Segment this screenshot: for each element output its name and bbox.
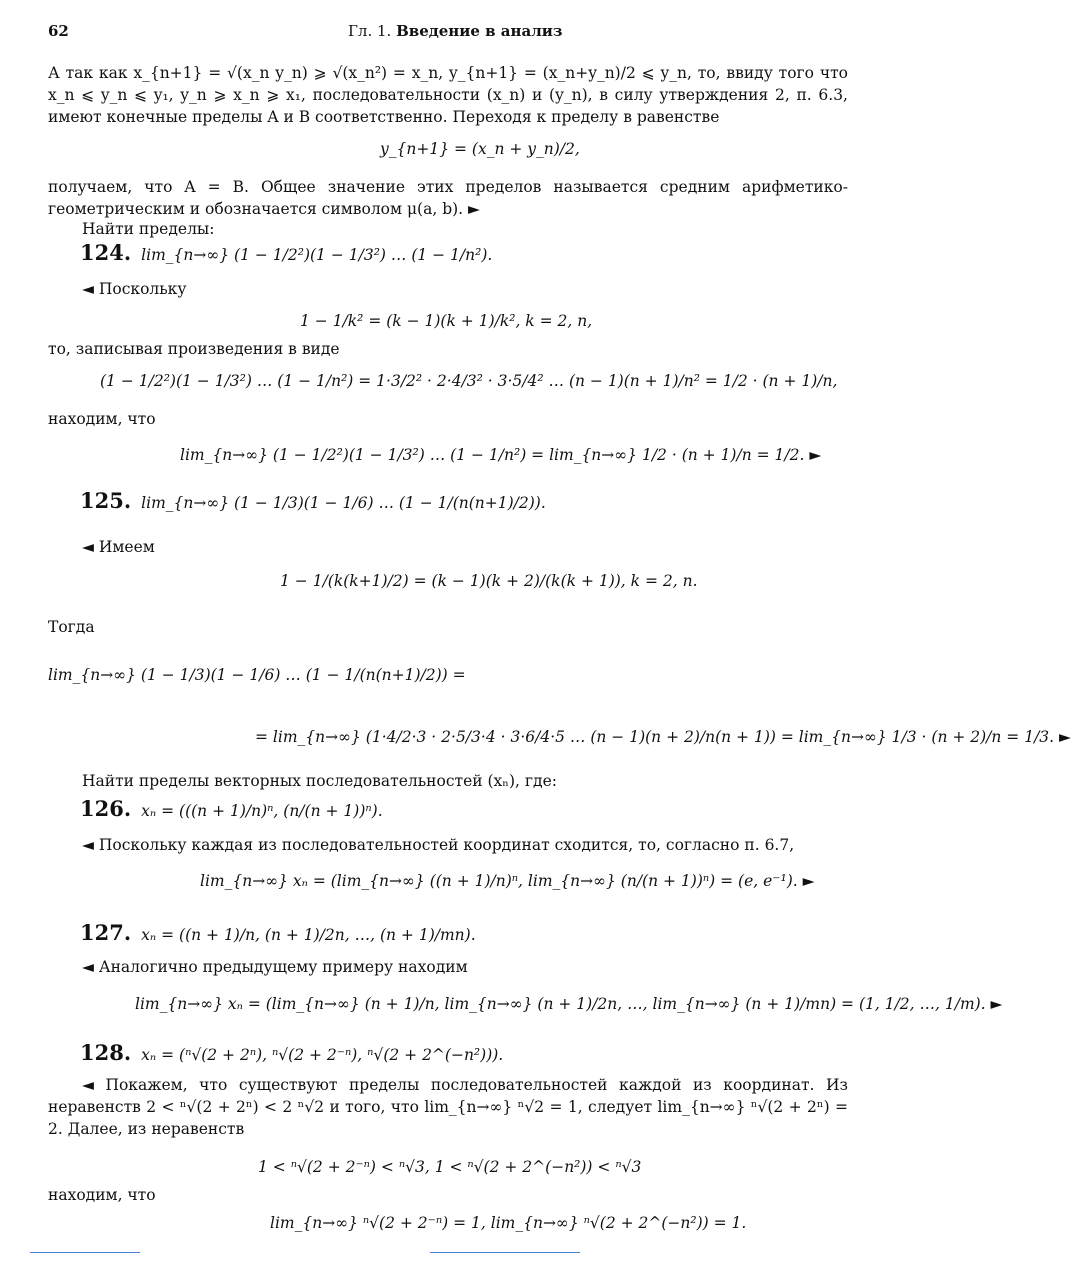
solution-text: Тогда [48, 618, 95, 636]
chapter-label: Гл. 1. [348, 22, 392, 40]
problem-124 [80, 240, 492, 265]
solution-formula: lim_{n→∞} xₙ = (lim_{n→∞} ((n + 1)/n)ⁿ, lim_{n→∞} (n/(n + 1))ⁿ) = (e, e⁻¹). ► [200, 872, 815, 890]
problem-statement: lim_{n→∞} (1 − 1/3)(1 − 1/6) … (1 − 1/(n(n+1)/2)). [141, 494, 546, 512]
problem-125 [80, 488, 546, 513]
solution-formula: = lim_{n→∞} (1·4/2·3 · 2·5/3·4 · 3·6/4·5 … (n − 1)(n + 2)/n(n + 1)) = lim_{n→∞} 1/3 · (n + 2)/n = 1/3. ► [255, 728, 1071, 746]
solution-text: то, записывая произведения в виде [48, 340, 340, 358]
solution-text: ◄ Покажем, что существуют пределы последовательностей каждой из координат. Из неравенств 2 < ⁿ√(2 + 2ⁿ) < 2 ⁿ√2 и того, что lim_{n→∞} ⁿ√2 = 1, следует lim_{n→∞} ⁿ√(2 + 2ⁿ) = 2. Далее, из неравенств [48, 1076, 848, 1138]
footer-divider-left [30, 1252, 140, 1253]
solution-text: находим, что [48, 1186, 156, 1204]
solution-formula: 1 − 1/k² = (k − 1)(k + 1)/k², k = 2, n, [300, 312, 593, 330]
problem-number: 126. [80, 796, 132, 821]
problem-statement: xₙ = (ⁿ√(2 + 2ⁿ), ⁿ√(2 + 2⁻ⁿ), ⁿ√(2 + 2^(−n²))). [141, 1046, 504, 1064]
solution-formula: 1 − 1/(k(k+1)/2) = (k − 1)(k + 2)/(k(k + 1)), k = 2, n. [280, 572, 698, 590]
problem-number: 124. [80, 240, 132, 265]
solution-text: находим, что [48, 410, 156, 428]
find-limits-heading: Найти пределы: [82, 220, 215, 238]
problem-number: 128. [80, 1040, 132, 1065]
solution-text: ◄ Имеем [82, 538, 155, 556]
solution-formula: lim_{n→∞} (1 − 1/2²)(1 − 1/3²) … (1 − 1/n²) = lim_{n→∞} 1/2 · (n + 1)/n = 1/2. ► [180, 446, 822, 464]
problem-number: 127. [80, 920, 132, 945]
problem-number: 125. [80, 488, 132, 513]
problem-statement: xₙ = ((n + 1)/n, (n + 1)/2n, …, (n + 1)/mn). [141, 926, 476, 944]
intro-paragraph: А так как x_{n+1} = √(x_n y_n) ⩾ √(x_n²) = x_n, y_{n+1} = (x_n+y_n)/2 ⩽ y_n, то, ввиду того что x_n ⩽ y_n ⩽ y₁, y_n ⩾ x_n ⩾ x₁, последовательности (x_n) и (y_n), в силу утверждения 2, п. 6.3, имеют конечные пределы A и B соответственно. Переходя к пределу в равенстве [48, 64, 848, 126]
page-header [48, 22, 848, 48]
solution-text: ◄ Поскольку [82, 280, 187, 298]
result-paragraph: получаем, что A = B. Общее значение этих пределов называется средним арифметико-геометрическим и обозначается символом μ(a, b). ► [48, 178, 848, 218]
solution-formula: lim_{n→∞} (1 − 1/3)(1 − 1/6) … (1 − 1/(n(n+1)/2)) = [48, 666, 466, 684]
chapter-title: Введение в анализ [396, 22, 563, 40]
solution-text: ◄ Аналогично предыдущему примеру находим [82, 958, 468, 976]
problem-127 [80, 920, 476, 945]
solution-formula: 1 < ⁿ√(2 + 2⁻ⁿ) < ⁿ√3, 1 < ⁿ√(2 + 2^(−n²)) < ⁿ√3 [258, 1158, 642, 1176]
equation-y-recurrence: y_{n+1} = (x_n + y_n)/2, [380, 140, 580, 158]
footer-divider-right [430, 1252, 580, 1253]
problem-126 [80, 796, 383, 821]
solution-text: ◄ Поскольку каждая из последовательностей координат сходится, то, согласно п. 6.7, [82, 836, 795, 854]
problem-statement: lim_{n→∞} (1 − 1/2²)(1 − 1/3²) … (1 − 1/n²). [141, 246, 493, 264]
find-vector-limits-heading: Найти пределы векторных последовательностей (xₙ), где: [82, 772, 557, 790]
solution-formula: lim_{n→∞} xₙ = (lim_{n→∞} (n + 1)/n, lim_{n→∞} (n + 1)/2n, …, lim_{n→∞} (n + 1)/mn) = (1, 1/2, …, 1/m). ► [135, 995, 1003, 1013]
solution-formula: (1 − 1/2²)(1 − 1/3²) … (1 − 1/n²) = 1·3/2² · 2·4/3² · 3·5/4² … (n − 1)(n + 1)/n² = 1/2 · (n + 1)/n, [100, 372, 838, 390]
problem-128 [80, 1040, 503, 1065]
problem-statement: xₙ = (((n + 1)/n)ⁿ, (n/(n + 1))ⁿ). [141, 802, 383, 820]
page-number: 62 [48, 22, 69, 40]
running-title [348, 22, 563, 40]
solution-formula: lim_{n→∞} ⁿ√(2 + 2⁻ⁿ) = 1, lim_{n→∞} ⁿ√(2 + 2^(−n²)) = 1. [270, 1214, 747, 1232]
